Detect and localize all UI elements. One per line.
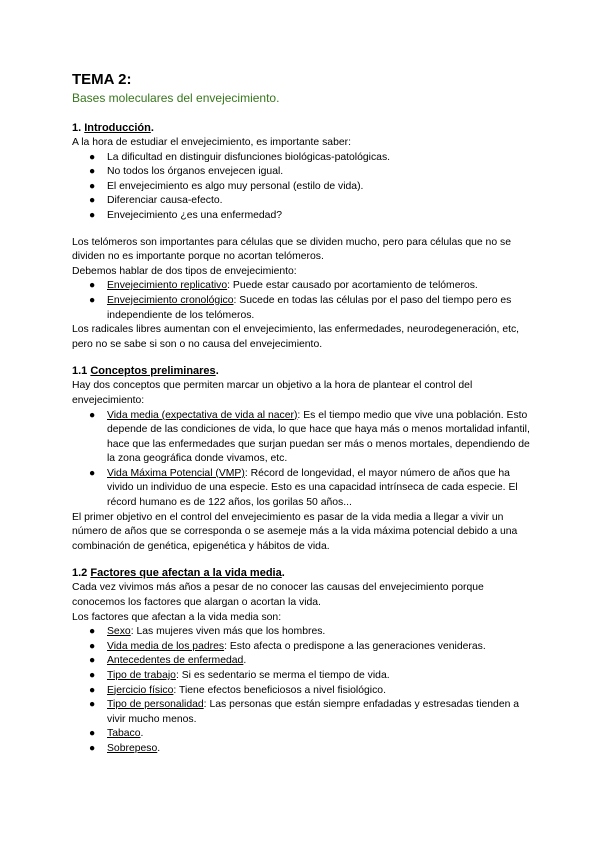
bullet-icon: ● (89, 626, 96, 638)
list-item (89, 654, 532, 669)
term: Envejecimiento cronológico (107, 294, 234, 306)
list-item (89, 209, 532, 224)
list-item-text: Envejecimiento ¿es una enfermedad? (107, 209, 283, 221)
section-1-intro: A la hora de estudiar el envejecimiento, es importante saber: (72, 137, 351, 148)
term: Vida Máxima Potencial (VMP) (107, 467, 245, 479)
bullet-icon: ● (89, 409, 96, 421)
list-item (89, 409, 532, 467)
list-item (89, 294, 532, 323)
factors-list (72, 625, 532, 756)
list-item (89, 165, 532, 180)
section-1-2-intro2: Los factores que afectan a la vida media son: (72, 611, 282, 623)
list-item (89, 669, 532, 684)
term: Ejercicio físico (107, 684, 174, 696)
definition: : Si es sedentario se merma el tiempo de vida. (175, 670, 390, 681)
section-1-heading (72, 121, 532, 136)
bullet-icon: ● (89, 166, 96, 178)
term: Vida media (expectativa de vida al nacer) (107, 409, 298, 421)
term: Antecedentes de enfermedad (107, 655, 244, 667)
bullet-icon: ● (89, 640, 96, 652)
section-title: Factores que afectan a la vida media (90, 567, 282, 580)
bullet-icon: ● (89, 699, 96, 711)
bullet-icon: ● (89, 655, 96, 667)
paragraph-telomeros: Los telómeros son importantes para células que se dividen mucho, pero para células que no se dividen no es importante porque no acortan telómeros. (72, 236, 511, 263)
bullet-icon: ● (89, 280, 96, 292)
list-item (89, 180, 532, 195)
bullet-icon: ● (89, 684, 96, 696)
list-item (89, 640, 532, 655)
term: Tabaco (107, 728, 141, 740)
bullet-icon: ● (89, 294, 96, 306)
paragraph-objetivo: El primer objetivo en el control del envejecimiento es pasar de la vida media a llegar a vivir un número de años que se corresponda o se asemeje más a la vida máxima potencial debido a una combinación de genética, epigenética y hábitos de vida. (72, 511, 518, 552)
definition: : Récord de longevidad, el mayor número de años que ha vivido un individuo de una especie. Esto es una capacidad intrínseca de cada especie. El récord humano es de 122 años, los gorilas 50 años... (107, 467, 518, 509)
definition: : Puede estar causado por acortamiento de telómeros. (227, 280, 478, 292)
list-item-text: La dificultad en distinguir disfunciones biológicas-patológicas. (107, 151, 391, 163)
bullet-icon: ● (89, 467, 96, 479)
definition: . (157, 742, 161, 754)
document-title: TEMA 2: (72, 71, 132, 88)
definition: . (140, 728, 144, 740)
section-1-list (72, 151, 532, 224)
section-1-2-heading (72, 566, 532, 581)
bullet-icon: ● (89, 180, 96, 192)
list-item (89, 151, 532, 166)
term: Tipo de personalidad (107, 699, 204, 711)
section-dot: . (150, 122, 154, 134)
section-title: Conceptos preliminares (90, 365, 216, 378)
definition: : Esto afecta o predispone a las generaciones venideras. (224, 640, 486, 652)
section-title: Introducción (84, 122, 151, 134)
list-item (89, 194, 532, 209)
definition: : Sucede en todas las células por el paso del tiempo pero es independiente de los telómeros. (107, 294, 512, 321)
term: Vida media de los padres (107, 640, 225, 652)
section-1-1-heading (72, 364, 532, 379)
paragraph-radicales: Los radicales libres aumentan con el envejecimiento, las enfermedades, neurodegeneración, etc, pero no se sabe si son o no causa del envejecimiento. (72, 324, 520, 350)
term: Envejecimiento replicativo (107, 280, 228, 292)
bullet-icon: ● (89, 670, 96, 681)
term: Sexo (107, 626, 131, 638)
definition: : Es el tiempo medio que vive una población. Esto depende de las condiciones de vida, lo que hace que haya más o menos mortalidad infantil, hace que las enfermedades que surjan puedan ser más o menos mortales, dependiendo de la zona geográfica donde vivamos, etc. (107, 409, 530, 465)
bullet-icon: ● (89, 728, 96, 740)
list-item-text: Diferenciar causa-efecto. (107, 195, 223, 207)
list-item (89, 625, 532, 640)
list-item-text: El envejecimiento es algo muy personal (estilo de vida). (107, 180, 364, 192)
term: Sobrepeso (107, 742, 158, 754)
document-subtitle: Bases moleculares del envejecimiento. (72, 91, 280, 105)
types-list (72, 279, 532, 323)
bullet-icon: ● (89, 742, 96, 754)
list-item (89, 742, 532, 757)
concepts-list (72, 409, 532, 511)
bullet-icon: ● (89, 195, 96, 207)
definition: : Tiene efectos beneficiosos a nivel fisiológico. (173, 684, 386, 696)
definition: : Las mujeres viven más que los hombres. (130, 626, 326, 638)
section-number: 1. (72, 122, 85, 134)
list-item (89, 467, 532, 511)
section-1-2-intro: Cada vez vivimos más años a pesar de no conocer las causas del envejecimiento porque conocemos los factores que alargan o acortan la vida. (72, 582, 484, 609)
definition: : Las personas que están siempre enfadadas y estresadas tienden a vivir mucho menos. (107, 699, 520, 725)
list-item (89, 684, 532, 699)
list-item (89, 279, 532, 294)
term: Tipo de trabajo (107, 670, 176, 681)
paragraph-tipos: Debemos hablar de dos tipos de envejecimiento: (72, 265, 297, 277)
list-item-text: No todos los órganos envejecen igual. (107, 166, 284, 178)
list-item (89, 727, 532, 742)
section-number: 1.2 (72, 567, 91, 580)
section-dot: . (215, 365, 219, 378)
bullet-icon: ● (89, 151, 96, 163)
section-dot: . (281, 567, 285, 580)
list-item (89, 698, 532, 727)
bullet-icon: ● (89, 209, 96, 221)
document-page (72, 70, 532, 757)
section-1-1-intro: Hay dos conceptos que permiten marcar un objetivo a la hora de plantear el control del envejecimiento: (72, 380, 473, 406)
section-number: 1.1 (72, 365, 91, 378)
definition: . (243, 655, 247, 667)
